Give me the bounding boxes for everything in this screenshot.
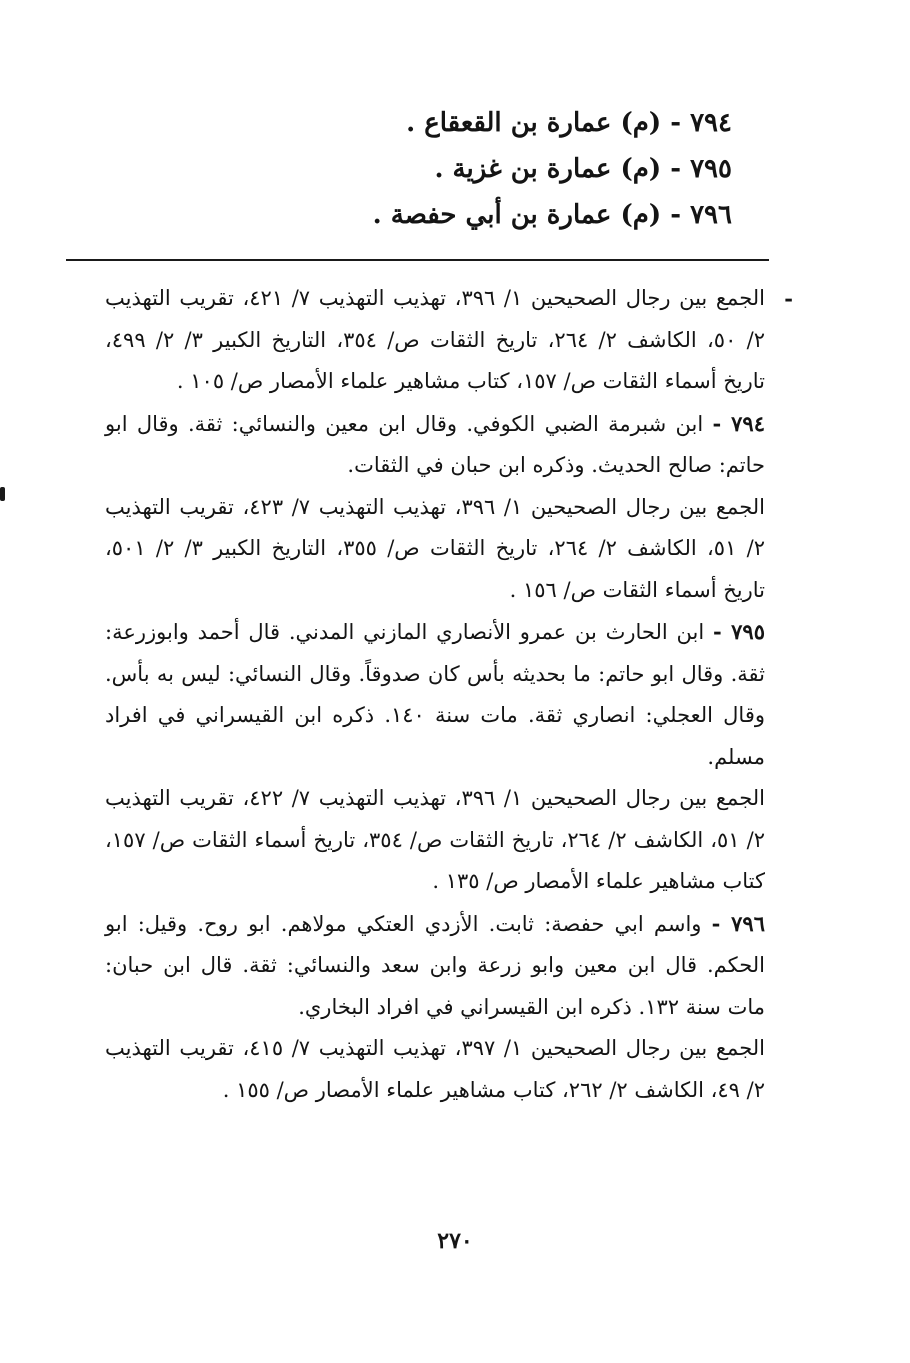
footnote-marker: - (784, 286, 793, 311)
footnote-796-bio: واسم ابي حفصة: ثابت. الأزدي العتكي مولاهم. ابو روح. وقيل: ابو الحكم. قال ابن معين وابو زرعة وابن سعد والنسائي: ثقة. قال ابن حبان: مات سنة ١٣٢. ذكره ابن القيسراني في افراد البخاري. (105, 911, 765, 1019)
footnotes (105, 278, 793, 1111)
footnote-796-refs: الجمع بين رجال الصحيحين ١/ ٣٩٧، تهذيب التهذيب ٧/ ٤١٥، تقريب التهذيب ٢/ ٤٩، الكاشف ٢/ ٢٦٢، كتاب مشاهير علماء الأمصار ص/ ١٥٥ . (105, 1036, 765, 1102)
footnote-intro-refs: الجمع بين رجال الصحيحين ١/ ٣٩٦، تهذيب التهذيب ٧/ ٤٢١، تقريب التهذيب ٢/ ٥٠، الكاشف ٢/ ٢٦٤، تاريخ الثقات ص/ ٣٥٤، التاريخ الكبير ٣/ ٢/ ٤٩٩، تاريخ أسماء الثقات ص/ ١٥٧، كتاب مشاهير علماء الأمصار ص/ ١٠٥ . (105, 286, 765, 393)
footnote-796-text (105, 903, 765, 1029)
footnote-795-text (105, 611, 765, 778)
footnote-795-refs: الجمع بين رجال الصحيحين ١/ ٣٩٦، تهذيب التهذيب ٧/ ٤٢٢، تقريب التهذيب ٢/ ٥١، الكاشف ٢/ ٢٦٤، تاريخ الثقات ص/ ٣٥٤، تاريخ أسماء الثقات ص/ ١٥٧، كتاب مشاهير علماء الأمصار ص/ ١٣٥ . (105, 786, 765, 893)
entry-headings (172, 100, 732, 238)
heading-entry-795: ٧٩٥ - (م) عمارة بن غزية . (434, 154, 732, 184)
footnote-795-number: ٧٩٥ - (713, 619, 765, 644)
footnote-794-number: ٧٩٤ - (712, 410, 765, 436)
footnote-intro (105, 278, 793, 403)
footnote-794-refs: الجمع بين رجال الصحيحين ١/ ٣٩٦، تهذيب التهذيب ٧/ ٤٢٣، تقريب التهذيب ٢/ ٥١، الكاشف ٢/ ٢٦٤، تاريخ الثقات ص/ ٣٥٥، التاريخ الكبير ٣/ ٢/ ٥٠١، تاريخ أسماء الثقات ص/ ١٥٦ . (105, 494, 765, 602)
footnote-796 (105, 903, 765, 1112)
footnote-separator (66, 259, 769, 261)
footnote-795-bio: ابن الحارث بن عمرو الأنصاري المازني المدني. قال أحمد وابوزرعة: ثقة. وقال ابو حاتم: ما بحديثه بأس كان صدوقاً. وقال النسائي: ليس به بأس. وقال العجلي: انصاري ثقة. مات سنة ١٤٠. ذكره ابن القيسراني في افراد مسلم. (105, 620, 765, 769)
footnote-794 (105, 403, 765, 612)
scan-edge-mark (0, 487, 5, 501)
footnote-794-bio: ابن شبرمة الضبي الكوفي. وقال ابن معين والنسائي: ثقة. وقال ابو حاتم: صالح الحديث. وذكره ابن حبان في الثقات. (105, 411, 765, 477)
footnote-794-text (105, 403, 765, 487)
heading-entry-794: ٧٩٤ - (م) عمارة بن القعقاع . (406, 108, 732, 138)
page-number: ٢٧٠ (437, 1228, 473, 1254)
heading-entry-796: ٧٩٦ - (م) عمارة بن أبي حفصة . (372, 200, 732, 230)
footnote-796-number: ٧٩٦ - (711, 910, 765, 936)
footnote-795 (105, 611, 765, 903)
